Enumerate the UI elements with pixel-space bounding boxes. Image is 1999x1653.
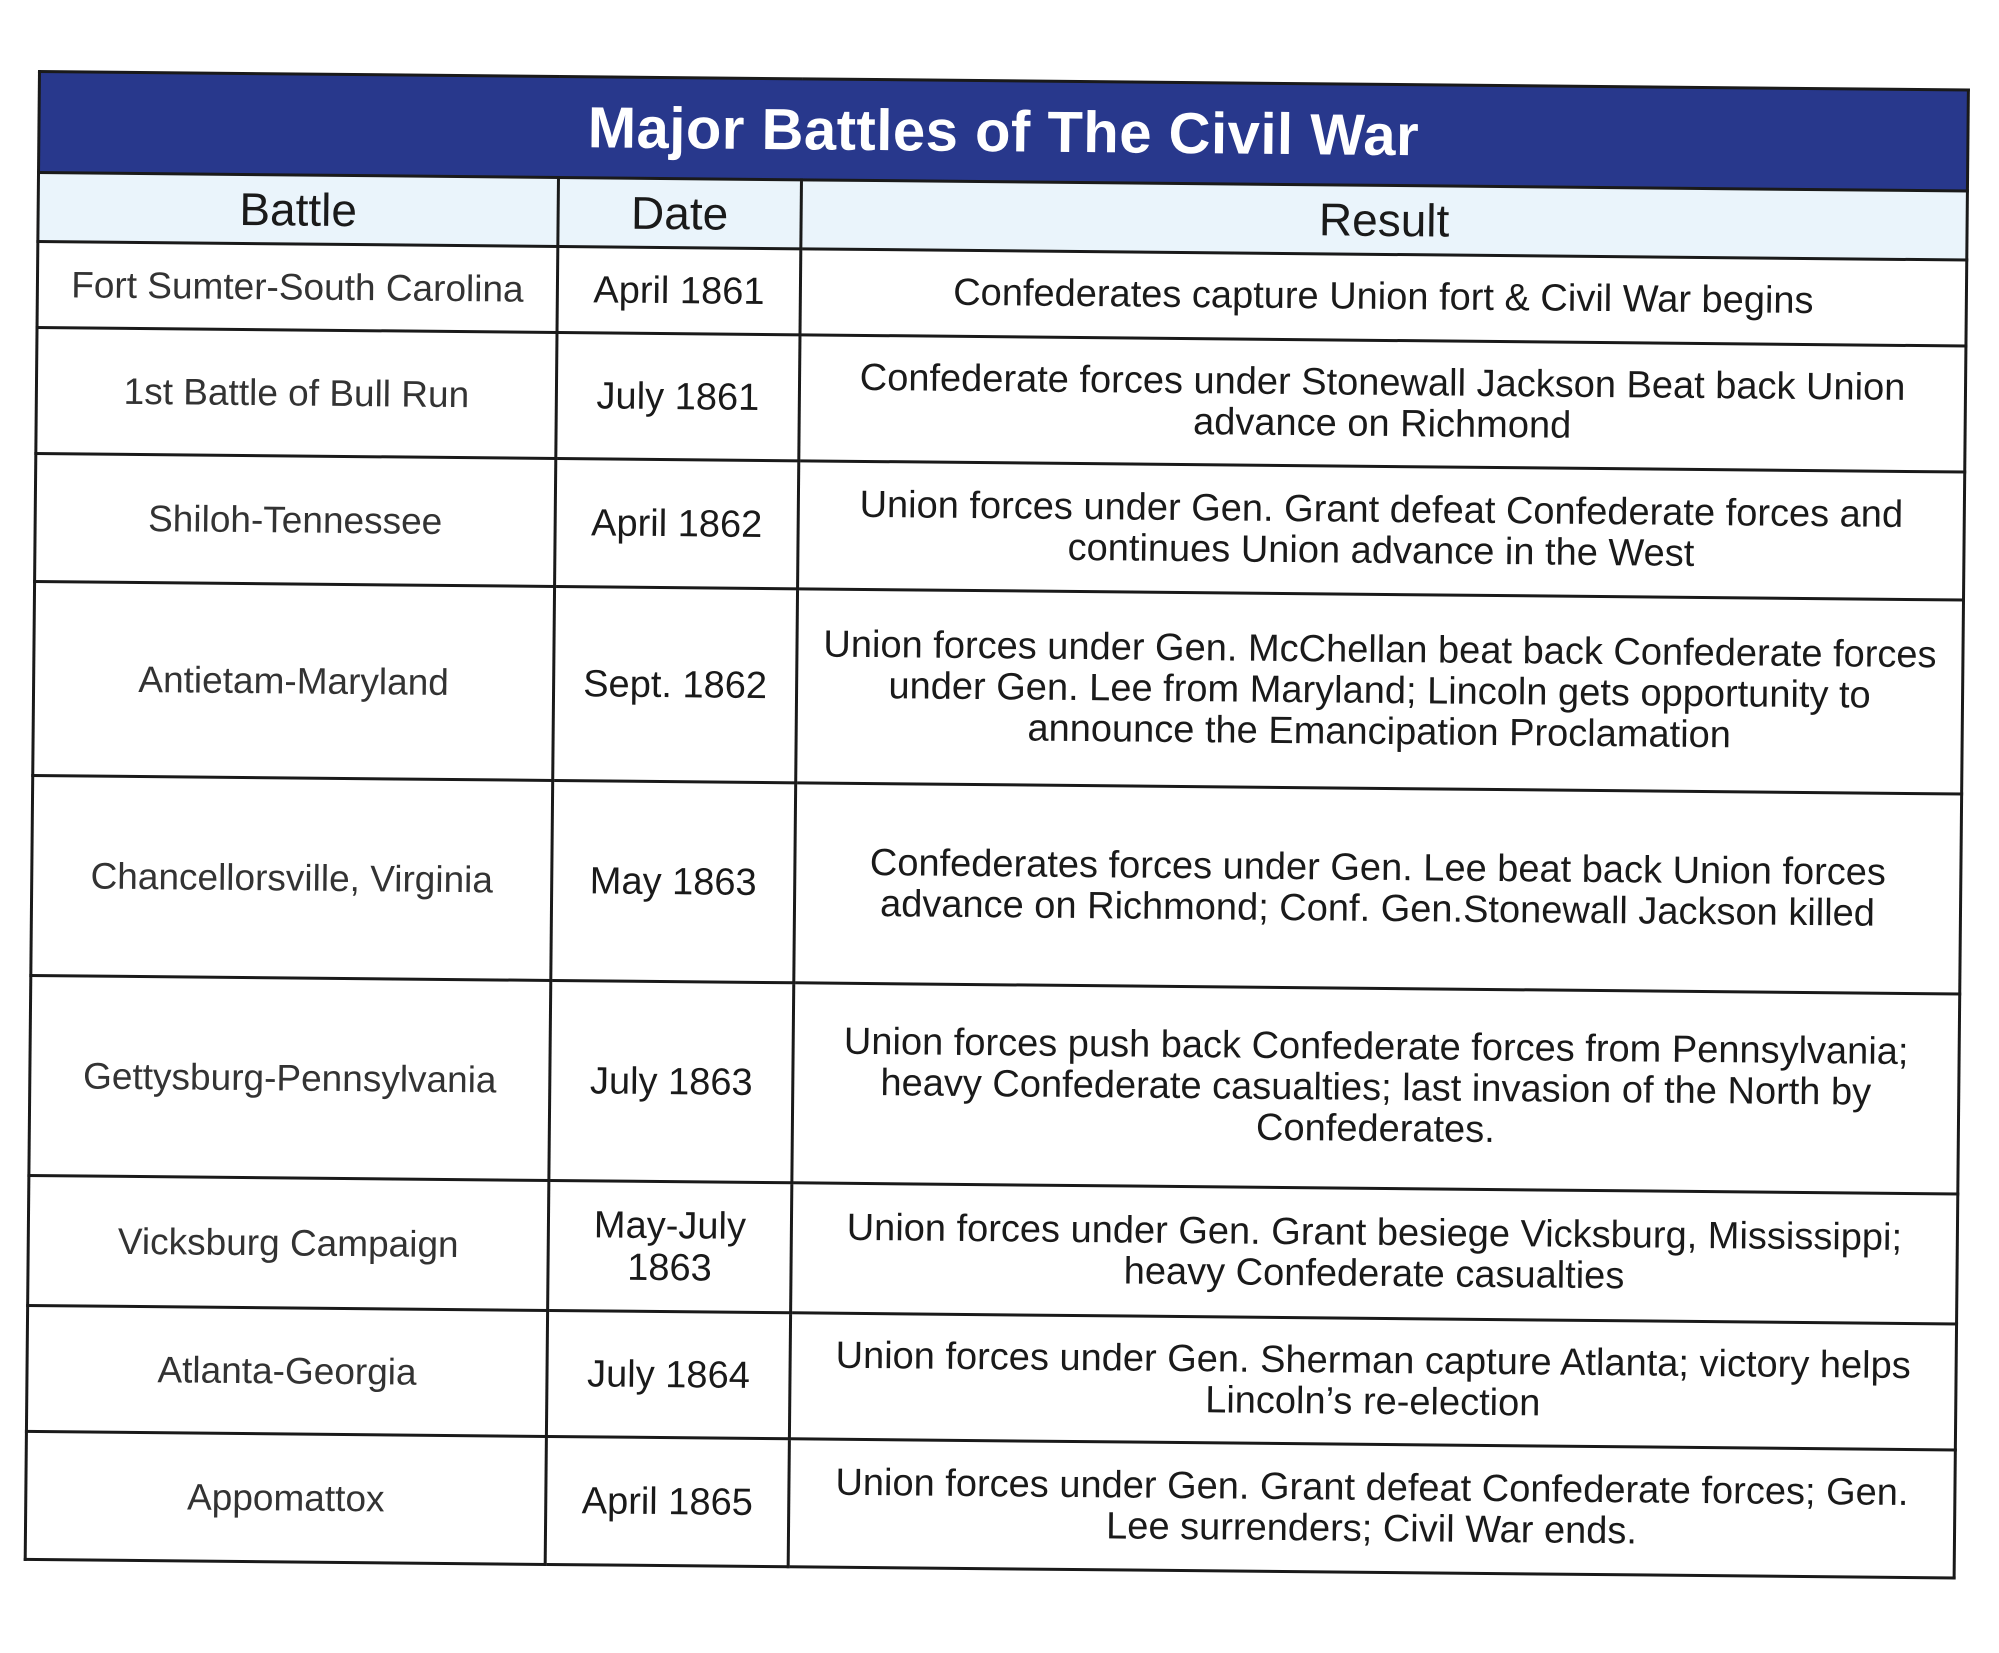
result-cell: Union forces push back Confederate forces from Pennsylvania; heavy Confederate casualties; last invasion of the North by Confederates. bbox=[792, 983, 1960, 1194]
result-cell: Union forces under Gen. Grant defeat Confederate forces and continues Union advance in the West bbox=[798, 461, 1965, 600]
battle-cell: Fort Sumter-South Carolina bbox=[37, 242, 558, 333]
table-row bbox=[29, 975, 1960, 1194]
column-header-result: Result bbox=[801, 180, 1968, 260]
date-cell: April 1865 bbox=[545, 1436, 789, 1566]
table-row bbox=[25, 1431, 1955, 1578]
battle-cell: Atlanta-Georgia bbox=[26, 1305, 547, 1436]
table-row bbox=[26, 1305, 1956, 1450]
column-header-date: Date bbox=[558, 178, 802, 249]
result-cell: Confederates capture Union fort & Civil War begins bbox=[800, 249, 1967, 346]
result-cell: Confederates forces under Gen. Lee beat back Union forces advance on Richmond; Conf. Gen.Stonewall Jackson killed bbox=[794, 783, 1962, 994]
date-cell: April 1861 bbox=[557, 246, 801, 334]
table-row bbox=[28, 1175, 1958, 1324]
battle-cell: Shiloh-Tennessee bbox=[35, 453, 556, 586]
result-cell: Union forces under Gen. Grant defeat Confederate forces; Gen. Lee surrenders; Civil War ends. bbox=[788, 1439, 1955, 1578]
date-cell: May 1863 bbox=[551, 780, 796, 982]
result-cell: Confederate forces under Stonewall Jackson Beat back Union advance on Richmond bbox=[799, 335, 1966, 472]
date-cell: Sept. 1862 bbox=[553, 586, 798, 782]
table-row bbox=[36, 328, 1966, 473]
result-cell: Union forces under Gen. Grant besiege Vicksburg, Mississippi; heavy Confederate casualties bbox=[791, 1183, 1958, 1324]
table-title: Major Battles of The Civil War bbox=[39, 72, 1969, 192]
result-cell: Union forces under Gen. McChellan beat back Confederate forces under Gen. Lee from Maryland; Lincoln gets opportunity to announce the Emancipation Proclamation bbox=[796, 589, 1964, 794]
date-cell: May-July 1863 bbox=[548, 1180, 792, 1312]
result-cell: Union forces under Gen. Sherman capture Atlanta; victory helps Lincoln’s re-election bbox=[789, 1313, 1956, 1450]
battles-table-sheet bbox=[24, 70, 1970, 1579]
table-row bbox=[31, 775, 1962, 994]
date-cell: July 1861 bbox=[556, 332, 800, 460]
battle-cell: Appomattox bbox=[25, 1431, 546, 1564]
column-header-battle: Battle bbox=[38, 173, 559, 247]
battles-table bbox=[24, 70, 1970, 1579]
battle-cell: Gettysburg-Pennsylvania bbox=[29, 975, 551, 1180]
battle-cell: Vicksburg Campaign bbox=[28, 1175, 549, 1310]
battle-cell: Antietam-Maryland bbox=[33, 581, 555, 780]
date-cell: July 1863 bbox=[549, 980, 794, 1182]
battle-cell: 1st Battle of Bull Run bbox=[36, 328, 557, 459]
table-row bbox=[35, 453, 1965, 600]
table-row bbox=[33, 581, 1964, 794]
battle-cell: Chancellorsville, Virginia bbox=[31, 775, 553, 980]
date-cell: July 1864 bbox=[546, 1310, 790, 1438]
date-cell: April 1862 bbox=[555, 458, 799, 588]
